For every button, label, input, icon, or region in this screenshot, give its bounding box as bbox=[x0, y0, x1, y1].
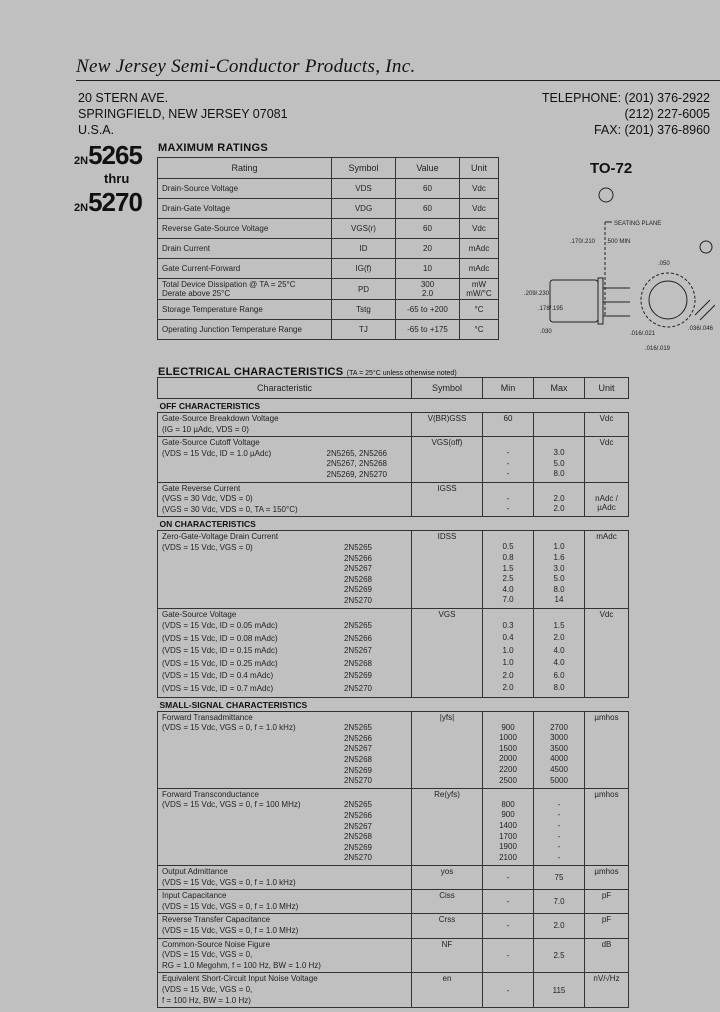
char-name: Gate Reverse Current bbox=[162, 483, 241, 493]
char-name: Reverse Transfer Capacitance bbox=[162, 915, 271, 925]
max bbox=[534, 437, 585, 482]
part-number: 2N5270 bbox=[343, 595, 372, 605]
symbol: V(BR)GSS bbox=[412, 413, 483, 437]
electrical-table bbox=[157, 377, 629, 1008]
max-value: 1.6 bbox=[553, 552, 565, 562]
characteristic bbox=[158, 973, 412, 1008]
part-number: 2N5266 bbox=[343, 811, 372, 820]
unit: mAdc bbox=[460, 259, 499, 279]
table-row bbox=[158, 320, 499, 340]
symbol: |yfs| bbox=[412, 711, 483, 788]
symbol: IG(f) bbox=[332, 259, 396, 279]
table-row bbox=[158, 179, 499, 199]
dim-label: .178/.195 bbox=[538, 306, 564, 312]
char-condition: (VDS = 15 Vdc, ID = 0.05 mAdc) bbox=[162, 621, 278, 631]
min-value: - bbox=[506, 448, 510, 458]
symbol: VDG bbox=[332, 199, 396, 219]
col-rating: Rating bbox=[158, 158, 332, 179]
char-condition: (VDS = 15 Vdc, VGS = 0) bbox=[162, 542, 253, 552]
dim-label: .016/.019 bbox=[645, 346, 671, 352]
char-name: Forward Transconductance bbox=[162, 789, 259, 799]
symbol: IGSS bbox=[412, 482, 483, 517]
char-condition: (VDS = 15 Vdc, VGS = 0, f = 1.0 MHz) bbox=[162, 925, 299, 935]
section-header bbox=[158, 399, 629, 413]
part-number: 2N5265 bbox=[343, 723, 372, 733]
characteristic bbox=[158, 788, 412, 865]
symbol: Crss bbox=[412, 914, 483, 938]
off-characteristics-title: OFF CHARACTERISTICS bbox=[159, 401, 261, 411]
min-value: 1.0 bbox=[502, 658, 514, 668]
unit: mAdc bbox=[585, 531, 629, 608]
package-outline-diagram bbox=[510, 185, 715, 355]
seating-plane-label: SEATING PLANE bbox=[614, 221, 662, 227]
dim-label: .030 bbox=[540, 329, 552, 335]
max-value: 2.0 bbox=[553, 493, 565, 503]
part-number-end: 5270 bbox=[88, 187, 142, 217]
unit: °C bbox=[460, 320, 499, 340]
part-number: 2N5267 bbox=[343, 744, 372, 754]
min: - bbox=[483, 890, 534, 914]
char-condition: (VDS = 15 Vdc, VGS = 0, f = 1.0 MHz) bbox=[162, 901, 299, 911]
max-value: 5.0 bbox=[553, 574, 565, 584]
min-value: 800 bbox=[501, 799, 515, 809]
electrical-title-text: ELECTRICAL CHARACTERISTICS bbox=[158, 366, 344, 378]
char-condition: RG = 1.0 Megohm, f = 100 Hz, BW = 1.0 Hz) bbox=[162, 960, 321, 970]
characteristic bbox=[158, 482, 412, 517]
char-condition-row bbox=[162, 449, 407, 460]
char-condition: (VGS = 30 Vdc, VDS = 0, TA = 150°C) bbox=[162, 504, 298, 514]
min: - bbox=[483, 973, 534, 1008]
max bbox=[534, 413, 585, 437]
table-row bbox=[158, 914, 629, 938]
unit: Vdc bbox=[585, 608, 629, 697]
char-condition: (VDS = 15 Vdc, VGS = 0, bbox=[162, 984, 253, 994]
unit: nV/√Hz bbox=[585, 973, 629, 1008]
max: 2.5 bbox=[534, 938, 585, 973]
min-value: 2.0 bbox=[502, 683, 514, 693]
rating: Drain Current bbox=[158, 239, 332, 259]
char-condition: (VDS = 15 Vdc, VGS = 0, f = 1.0 kHz) bbox=[162, 723, 296, 733]
table-row bbox=[158, 531, 629, 608]
value: 60 bbox=[396, 199, 460, 219]
col-unit: Unit bbox=[585, 378, 629, 399]
package-name: TO-72 bbox=[590, 160, 633, 177]
char-condition: (VDS = 15 Vdc, ID = 0.15 mAdc) bbox=[162, 646, 278, 656]
min: - bbox=[483, 938, 534, 973]
max-value: 2.0 bbox=[553, 633, 565, 643]
char-condition: (VDS = 15 Vdc, VGS = 0, bbox=[162, 950, 253, 960]
fax: FAX: (201) 376-8960 bbox=[593, 123, 710, 137]
table-row bbox=[158, 259, 499, 279]
part-number: 2N5269 bbox=[343, 842, 372, 852]
char-condition-row bbox=[162, 683, 407, 696]
symbol: Tstg bbox=[332, 300, 396, 320]
min-value: 7.0 bbox=[502, 595, 514, 605]
char-condition: (VDS = 15 Vdc, ID = 0.4 mAdc) bbox=[162, 671, 274, 681]
part-number: 2N5267 bbox=[343, 821, 372, 831]
max-value: 3500 bbox=[550, 743, 568, 753]
characteristic bbox=[158, 711, 412, 788]
min-value: - bbox=[506, 493, 510, 503]
min bbox=[483, 788, 534, 865]
unit: Vdc bbox=[585, 413, 629, 437]
min-value: 0.5 bbox=[502, 542, 514, 552]
symbol: VDS bbox=[332, 179, 396, 199]
table-row bbox=[158, 890, 629, 914]
max-value: 3.0 bbox=[553, 563, 565, 573]
max-value: 4.0 bbox=[553, 658, 565, 668]
min bbox=[483, 711, 534, 788]
value bbox=[396, 279, 460, 300]
value: -65 to +175 bbox=[396, 320, 460, 340]
table-row bbox=[158, 973, 629, 1008]
max bbox=[534, 788, 585, 865]
min-value: 2.0 bbox=[502, 670, 514, 680]
table-row bbox=[158, 482, 629, 517]
char-condition-row bbox=[162, 658, 407, 671]
min-value: 2200 bbox=[499, 765, 517, 775]
unit-line: mW bbox=[471, 280, 487, 289]
part-number: 2N5266 bbox=[343, 633, 372, 643]
min bbox=[483, 482, 534, 517]
max-value: - bbox=[557, 799, 561, 809]
part-number: 2N5269, 2N5270 bbox=[326, 469, 387, 479]
small-signal-title: SMALL-SIGNAL CHARACTERISTICS bbox=[159, 699, 308, 710]
char-condition: (VDS = 15 Vdc, VGS = 0, f = 100 MHz) bbox=[162, 800, 301, 810]
rating: Drain-Gate Voltage bbox=[158, 199, 332, 219]
min-value: 1000 bbox=[499, 733, 517, 743]
char-condition-row bbox=[162, 633, 407, 646]
char-condition: (IG = 10 µAdc, VDS = 0) bbox=[162, 424, 249, 434]
max-value: - bbox=[557, 810, 561, 820]
min-value: 1400 bbox=[499, 821, 517, 830]
part-number: 2N5265 bbox=[343, 542, 372, 552]
max-value: 2.0 bbox=[553, 504, 565, 514]
dim-label: .050 bbox=[658, 261, 670, 267]
char-condition-row bbox=[162, 543, 407, 554]
max: 2.0 bbox=[534, 914, 585, 938]
table-row bbox=[158, 279, 499, 300]
rating-line: Total Device Dissipation @ TA = 25°C bbox=[162, 280, 296, 289]
min: 60 bbox=[483, 413, 534, 437]
table-row bbox=[158, 938, 629, 973]
max-value: - bbox=[557, 842, 561, 852]
value: 20 bbox=[396, 239, 460, 259]
char-name: Gate-Source Cutoff Voltage bbox=[162, 438, 260, 448]
part-prefix: 2N bbox=[74, 155, 89, 167]
unit: pF bbox=[585, 890, 629, 914]
max-value: 4.0 bbox=[553, 645, 565, 655]
max-value: 4500 bbox=[550, 765, 568, 775]
max-value: 5.0 bbox=[553, 458, 565, 468]
unit: nAdc / µAdc bbox=[585, 482, 629, 517]
header-divider bbox=[76, 80, 720, 81]
unit: µmhos bbox=[585, 865, 629, 889]
symbol: PD bbox=[332, 279, 396, 300]
unit: dB bbox=[585, 938, 629, 973]
rating-line: Derate above 25°C bbox=[162, 289, 231, 298]
value: 60 bbox=[396, 219, 460, 239]
min-value: 0.3 bbox=[502, 620, 514, 630]
characteristic bbox=[158, 914, 412, 938]
characteristic bbox=[158, 531, 412, 608]
table-row bbox=[158, 413, 629, 437]
characteristic bbox=[158, 608, 412, 697]
max bbox=[534, 531, 585, 608]
max-value: - bbox=[557, 821, 561, 830]
max-value: 3000 bbox=[550, 733, 568, 743]
min-value: 0.4 bbox=[502, 633, 514, 643]
col-characteristic: Characteristic bbox=[158, 378, 412, 399]
part-number-range bbox=[74, 140, 144, 218]
part-number: 2N5268 bbox=[343, 574, 372, 584]
unit: pF bbox=[585, 914, 629, 938]
min-value: - bbox=[506, 458, 510, 468]
symbol: VGS(off) bbox=[412, 437, 483, 482]
unit: Vdc bbox=[460, 199, 499, 219]
part-number: 2N5265 bbox=[343, 800, 372, 810]
max-value: 8.0 bbox=[553, 584, 565, 594]
part-number: 2N5268 bbox=[343, 755, 372, 765]
col-min: Min bbox=[483, 378, 534, 399]
unit: Vdc bbox=[585, 437, 629, 482]
min-value: 900 bbox=[501, 810, 515, 820]
characteristic bbox=[158, 413, 412, 437]
max-value: 5000 bbox=[550, 775, 568, 785]
section-header bbox=[158, 697, 629, 711]
table-row bbox=[158, 239, 499, 259]
value: 10 bbox=[396, 259, 460, 279]
table-row bbox=[158, 608, 629, 697]
dim-label: .016/.021 bbox=[630, 331, 656, 337]
char-condition: (VDS = 15 Vdc, ID = 0.08 mAdc) bbox=[162, 633, 278, 643]
company-name: New Jersey Semi-Conductor Products, Inc. bbox=[76, 56, 416, 77]
dim-label: .036/.046 bbox=[688, 326, 714, 332]
table-header-row bbox=[158, 158, 499, 179]
min: - bbox=[483, 914, 534, 938]
min-value: 2500 bbox=[499, 775, 517, 785]
rating: Reverse Gate-Source Voltage bbox=[158, 219, 332, 239]
max-value: 1.0 bbox=[553, 542, 565, 552]
min-value: 900 bbox=[501, 722, 515, 732]
part-number: 2N5266 bbox=[343, 733, 372, 743]
max: 7.0 bbox=[534, 890, 585, 914]
rating: Storage Temperature Range bbox=[158, 300, 332, 320]
symbol: VGS(r) bbox=[332, 219, 396, 239]
characteristic bbox=[158, 437, 412, 482]
symbol: Re(yfs) bbox=[412, 788, 483, 865]
rating: Gate Current-Forward bbox=[158, 259, 332, 279]
table-row bbox=[158, 300, 499, 320]
min-value: 4.0 bbox=[502, 584, 514, 594]
part-number: 2N5265 bbox=[343, 621, 372, 631]
telephone-2: (212) 227-6005 bbox=[624, 107, 710, 121]
min-value: 1.5 bbox=[502, 563, 514, 573]
address-line: U.S.A. bbox=[78, 123, 115, 137]
part-number: 2N5266 bbox=[343, 553, 372, 563]
max bbox=[534, 711, 585, 788]
min-value: 2100 bbox=[499, 852, 517, 862]
rating: Drain-Source Voltage bbox=[158, 179, 332, 199]
part-number: 2N5269 bbox=[343, 585, 372, 595]
company-address bbox=[78, 90, 288, 138]
char-condition: f = 100 Hz, BW = 1.0 Hz) bbox=[162, 995, 251, 1005]
max-value: - bbox=[557, 831, 561, 841]
min-value: 0.8 bbox=[502, 552, 514, 562]
table-row bbox=[158, 865, 629, 889]
max bbox=[534, 608, 585, 697]
min bbox=[483, 608, 534, 697]
company-contact bbox=[542, 90, 710, 138]
max-value: 8.0 bbox=[553, 469, 565, 479]
part-number: 2N5265, 2N5266 bbox=[326, 448, 387, 458]
col-value: Value bbox=[396, 158, 460, 179]
unit: µmhos bbox=[585, 711, 629, 788]
symbol: Ciss bbox=[412, 890, 483, 914]
min: - bbox=[483, 865, 534, 889]
char-condition: (VDS = 15 Vdc, ID = 0.25 mAdc) bbox=[162, 658, 278, 668]
char-condition: (VGS = 30 Vdc, VDS = 0) bbox=[162, 494, 253, 504]
value-line: 2.0 bbox=[421, 289, 434, 298]
part-thru: thru bbox=[104, 171, 130, 186]
max-value: 14 bbox=[554, 595, 564, 605]
unit bbox=[460, 279, 499, 300]
value-line: 300 bbox=[420, 280, 435, 289]
char-name: Output Admittance bbox=[162, 866, 228, 876]
col-symbol: Symbol bbox=[332, 158, 396, 179]
char-name: Input Capacitance bbox=[162, 891, 227, 901]
on-characteristics-title: ON CHARACTERISTICS bbox=[159, 519, 256, 530]
col-symbol: Symbol bbox=[412, 378, 483, 399]
min bbox=[483, 531, 534, 608]
char-condition-row bbox=[162, 620, 407, 633]
part-number: 2N5267, 2N5268 bbox=[326, 459, 387, 469]
unit: Vdc bbox=[460, 179, 499, 199]
address-line: 20 STERN AVE. bbox=[78, 91, 169, 105]
min-value: - bbox=[506, 469, 510, 479]
rating: Operating Junction Temperature Range bbox=[158, 320, 332, 340]
part-number: 2N5270 bbox=[343, 853, 372, 863]
part-number-start: 5265 bbox=[88, 140, 142, 170]
characteristic bbox=[158, 865, 412, 889]
min bbox=[483, 437, 534, 482]
char-name: Common-Source Noise Figure bbox=[162, 939, 271, 949]
part-number: 2N5269 bbox=[343, 765, 372, 775]
table-header-row bbox=[158, 378, 629, 399]
symbol: en bbox=[412, 973, 483, 1008]
char-name: Zero-Gate-Voltage Drain Current bbox=[162, 532, 279, 542]
char-name: Gate-Source Voltage bbox=[162, 609, 237, 619]
max-ratings-title: MAXIMUM RATINGS bbox=[158, 142, 269, 154]
part-number: 2N5267 bbox=[343, 564, 372, 574]
characteristic bbox=[158, 890, 412, 914]
max: 115 bbox=[534, 973, 585, 1008]
part-number: 2N5268 bbox=[343, 832, 372, 842]
min-value: 1900 bbox=[499, 842, 517, 852]
char-name: Equivalent Short-Circuit Input Noise Voltage bbox=[162, 974, 318, 984]
symbol: ID bbox=[332, 239, 396, 259]
part-number: 2N5270 bbox=[343, 776, 372, 786]
char-condition: (VDS = 15 Vdc, ID = 1.0 µAdc) bbox=[162, 448, 272, 458]
symbol: NF bbox=[412, 938, 483, 973]
max-value: 6.0 bbox=[553, 670, 565, 680]
max-value: 1.5 bbox=[553, 620, 565, 630]
min-value: 2.5 bbox=[502, 574, 514, 584]
value: -65 to +200 bbox=[396, 300, 460, 320]
table-row bbox=[158, 199, 499, 219]
char-name: Gate-Source Breakdown Voltage bbox=[162, 414, 279, 423]
col-max: Max bbox=[534, 378, 585, 399]
max-value: 8.0 bbox=[553, 683, 565, 693]
col-unit: Unit bbox=[460, 158, 499, 179]
part-number: 2N5267 bbox=[343, 646, 372, 656]
max: 75 bbox=[534, 865, 585, 889]
dim-label: .170/.210 bbox=[570, 239, 596, 245]
max-value: 2700 bbox=[550, 722, 568, 732]
unit: µmhos bbox=[585, 788, 629, 865]
table-row bbox=[158, 788, 629, 865]
dim-label: .209/.230 bbox=[524, 291, 550, 297]
symbol: TJ bbox=[332, 320, 396, 340]
char-condition-row bbox=[162, 670, 407, 683]
part-number: 2N5270 bbox=[343, 684, 372, 694]
address-line: SPRINGFIELD, NEW JERSEY 07081 bbox=[78, 107, 288, 121]
table-row bbox=[158, 219, 499, 239]
rating bbox=[158, 279, 332, 300]
unit: mAdc bbox=[460, 239, 499, 259]
min-value: - bbox=[506, 504, 510, 514]
max-value: 3.0 bbox=[553, 448, 565, 458]
min-value: 2000 bbox=[499, 754, 517, 764]
char-condition-row bbox=[162, 800, 407, 811]
max-value: - bbox=[557, 852, 561, 862]
table-row bbox=[158, 711, 629, 788]
max-ratings-table bbox=[157, 157, 499, 340]
char-condition-row bbox=[162, 723, 407, 734]
value: 60 bbox=[396, 179, 460, 199]
symbol: IDSS bbox=[412, 531, 483, 608]
characteristic bbox=[158, 938, 412, 973]
part-prefix: 2N bbox=[74, 202, 89, 214]
max bbox=[534, 482, 585, 517]
min-value: 1700 bbox=[499, 831, 517, 841]
char-condition-row bbox=[162, 645, 407, 658]
section-header bbox=[158, 517, 629, 531]
char-condition: (VDS = 15 Vdc, ID = 0.7 mAdc) bbox=[162, 684, 274, 694]
part-number: 2N5268 bbox=[343, 658, 372, 668]
unit-line: mW/°C bbox=[466, 289, 492, 298]
min-value: 1.0 bbox=[502, 645, 514, 655]
unit: Vdc bbox=[460, 219, 499, 239]
symbol: yos bbox=[412, 865, 483, 889]
min-value: 1500 bbox=[499, 743, 517, 753]
max-value: 4000 bbox=[550, 754, 568, 764]
telephone: TELEPHONE: (201) 376-2922 bbox=[541, 91, 710, 105]
symbol: VGS bbox=[412, 608, 483, 697]
unit: °C bbox=[460, 300, 499, 320]
char-name: Forward Transadmittance bbox=[162, 712, 253, 722]
table-row bbox=[158, 437, 629, 482]
part-number: 2N5269 bbox=[343, 671, 372, 681]
electrical-note: (TA = 25°C unless otherwise noted) bbox=[346, 370, 457, 377]
dim-label: .500 MIN bbox=[606, 239, 631, 245]
char-condition: (VDS = 15 Vdc, VGS = 0, f = 1.0 kHz) bbox=[162, 877, 296, 887]
